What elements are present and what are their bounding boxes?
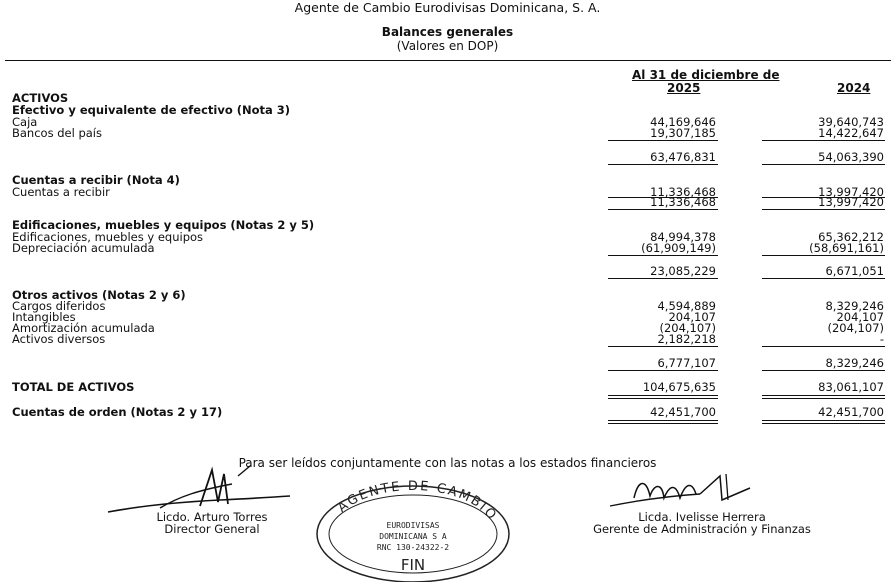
total-assets-current: 104,675,635	[642, 380, 716, 394]
memorandum-current: 42,451,700	[650, 405, 716, 419]
subtotal-prior: 6,671,051	[825, 264, 884, 278]
year-prior-heading: 2024	[837, 81, 871, 95]
svg-text:EURODIVISAS: EURODIVISAS	[386, 521, 440, 530]
subtotal-prior: 54,063,390	[818, 150, 884, 164]
line-item-label: Cargos diferidos	[12, 299, 106, 313]
subtotal-current: 63,476,831	[650, 150, 716, 164]
line-item-label: Cuentas a recibir	[12, 185, 110, 199]
company-seal	[312, 478, 514, 582]
underline	[608, 209, 718, 210]
line-item-current: (61,909,149)	[641, 241, 716, 255]
line-item-label: Caja	[12, 115, 38, 129]
underline	[608, 255, 718, 256]
underline	[608, 346, 718, 347]
svg-text:AGENTE DE CAMBIO: AGENTE DE CAMBIO	[334, 478, 500, 525]
statement-title: Balances generales	[381, 25, 514, 39]
section-heading-cash: Efectivo y equivalente de efectivo (Nota 3)	[12, 103, 291, 117]
underline	[762, 370, 885, 371]
memorandum-prior: 42,451,700	[818, 405, 884, 419]
line-item-prior: 204,107	[836, 310, 884, 324]
memorandum-accounts-label: Cuentas de orden (Notas 2 y 17)	[12, 405, 223, 419]
underline	[608, 164, 718, 165]
subtotal-current: 23,085,229	[650, 264, 716, 278]
line-item-current: 4,594,889	[657, 299, 716, 313]
double-underline	[762, 423, 885, 424]
underline	[608, 140, 718, 141]
line-item-label: Activos diversos	[12, 332, 106, 346]
underline	[762, 164, 885, 165]
svg-text:RNC 130-24322-2: RNC 130-24322-2	[376, 543, 450, 552]
line-item-current: 2,182,218	[657, 332, 716, 346]
line-item-prior: 13,997,420	[818, 185, 884, 199]
line-item-current: 204,107	[668, 310, 716, 324]
signatory-name-manager: Licda. Ivelisse Herrera	[638, 510, 766, 524]
subtotal-prior: 13,997,420	[818, 195, 884, 209]
line-item-label: Intangibles	[12, 310, 76, 324]
double-underline	[762, 398, 885, 399]
underline	[762, 209, 885, 210]
footnote: Para ser leídos conjuntamente con las notas a los estados financieros	[238, 456, 657, 470]
line-item-current: (204,107)	[659, 321, 716, 335]
header-rule	[5, 60, 891, 61]
line-item-label: Depreciación acumulada	[12, 241, 155, 255]
total-assets-prior: 83,061,107	[818, 380, 884, 394]
line-item-prior: (204,107)	[827, 321, 884, 335]
section-heading-fixed-assets: Edificaciones, muebles y equipos (Notas 2 y 5)	[12, 218, 315, 232]
double-underline	[608, 395, 718, 396]
signature-manager	[600, 470, 800, 514]
line-item-label: Edificaciones, muebles y equipos	[12, 230, 204, 244]
double-underline	[608, 420, 718, 421]
line-item-current: 11,336,468	[650, 185, 716, 199]
line-item-prior: 39,640,743	[818, 115, 884, 129]
line-item-prior: 14,422,647	[818, 126, 884, 140]
underline	[762, 346, 885, 347]
section-heading-receivables: Cuentas a recibir (Nota 4)	[12, 173, 180, 187]
double-underline	[762, 420, 885, 421]
subtotal-prior: 8,329,246	[825, 356, 884, 370]
line-item-label: Bancos del país	[12, 126, 102, 140]
svg-text:FIN: FIN	[400, 556, 426, 574]
line-item-prior: -	[879, 332, 884, 346]
section-heading-other-assets: Otros activos (Notas 2 y 6)	[12, 288, 186, 302]
company-name: Agente de Cambio Eurodivisas Dominicana, S. A.	[294, 0, 601, 15]
double-underline	[608, 398, 718, 399]
signatory-name-director: Licdo. Arturo Torres	[156, 510, 268, 524]
subtotal-current: 6,777,107	[657, 356, 716, 370]
line-item-prior: (58,691,161)	[809, 241, 884, 255]
currency-note: (Valores en DOP)	[396, 39, 499, 53]
line-item-prior: 8,329,246	[825, 299, 884, 313]
line-item-current: 19,307,185	[650, 126, 716, 140]
underline	[608, 370, 718, 371]
underline	[608, 278, 718, 279]
double-underline	[608, 423, 718, 424]
line-item-current: 44,169,646	[650, 115, 716, 129]
double-underline	[762, 395, 885, 396]
underline	[762, 255, 885, 256]
line-item-current: 84,994,378	[650, 230, 716, 244]
line-item-label: Amortización acumulada	[12, 321, 155, 335]
signatory-title-director: Director General	[164, 522, 260, 536]
svg-text:DOMINICANA S A: DOMINICANA S A	[379, 532, 447, 541]
underline	[762, 278, 885, 279]
signatory-title-manager: Gerente de Administración y Finanzas	[593, 522, 811, 536]
year-current-heading: 2025	[667, 81, 701, 95]
subtotal-current: 11,336,468	[650, 195, 716, 209]
line-item-prior: 65,362,212	[818, 230, 884, 244]
total-assets-label: TOTAL DE ACTIVOS	[12, 380, 135, 394]
assets-heading: ACTIVOS	[12, 91, 69, 105]
period-heading: Al 31 de diciembre de	[632, 68, 780, 82]
underline	[762, 140, 885, 141]
